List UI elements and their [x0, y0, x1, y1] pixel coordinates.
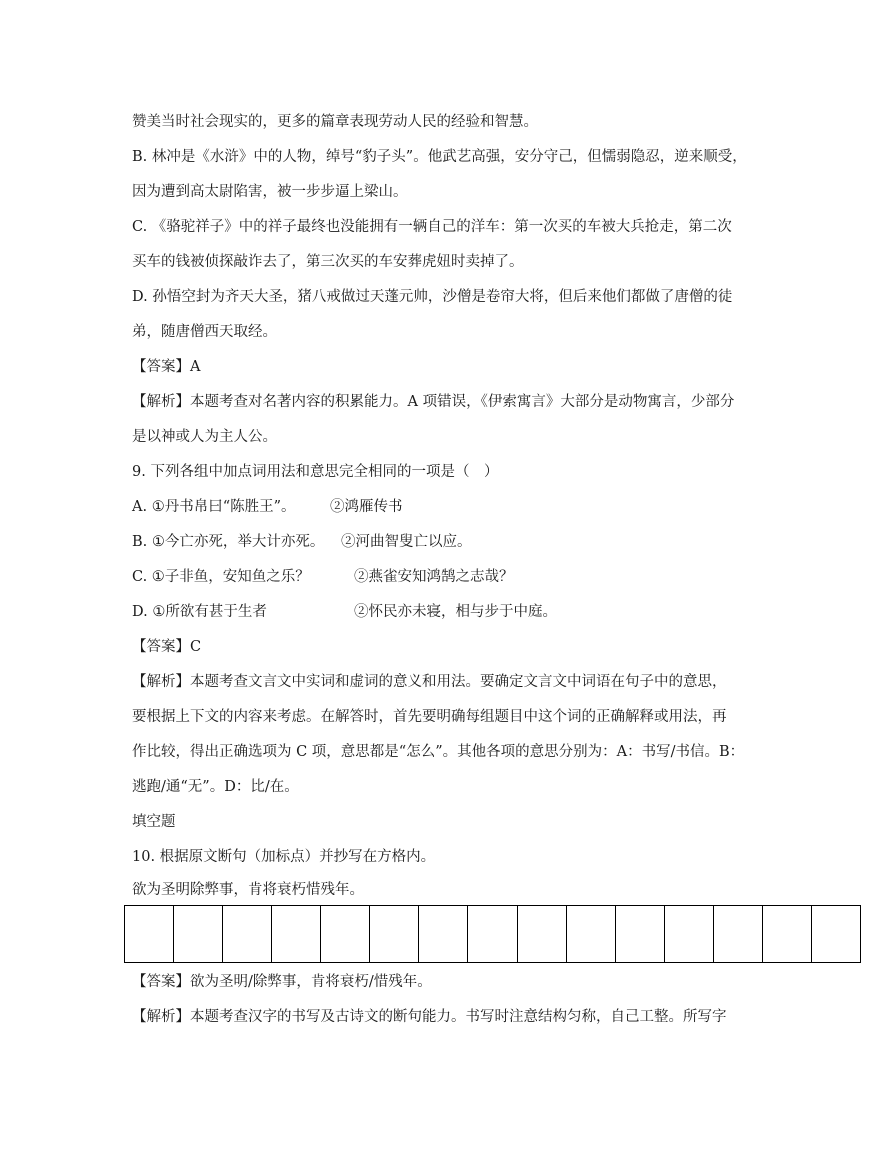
- q8-option-b-line2: 因为遭到高太尉陷害，被一步步逼上梁山。: [132, 184, 408, 200]
- q9-option-b-part2: ②河曲智叟亡以应。: [341, 534, 472, 550]
- q9-option-d: [132, 602, 772, 622]
- grid-cell: [812, 906, 860, 962]
- q9-analysis-line2: 要根据上下文的内容来考虑。在解答时，首先要明确每组题目中这个词的正确解释或用法，再: [132, 709, 727, 725]
- q9-option-a-part2: ②鸿雁传书: [330, 499, 403, 515]
- q9-option-b: [132, 532, 772, 552]
- grid-cell: [321, 906, 370, 962]
- q8-answer: 【答案】A: [132, 359, 201, 375]
- q9-answer: 【答案】C: [132, 639, 202, 655]
- q10-stem: 10. 根据原文断句（加标点）并抄写在方格内。: [132, 849, 436, 865]
- grid-cell: [419, 906, 468, 962]
- grid-cell: [665, 906, 714, 962]
- q8-option-a-continuation: 赞美当时社会现实的，更多的篇章表现劳动人民的经验和智慧。: [132, 114, 538, 130]
- grid-cell: [763, 906, 812, 962]
- grid-cell: [468, 906, 517, 962]
- grid-cell: [223, 906, 272, 962]
- answer-grid: [124, 905, 861, 963]
- grid-cell: [370, 906, 419, 962]
- q9-option-d-part1: D. ①所欲有甚于生者: [132, 604, 267, 620]
- q10-analysis-line1: 【解析】本题考查汉字的书写及古诗文的断句能力。书写时注意结构匀称，自己工整。所写字: [132, 1009, 727, 1025]
- q8-option-c-line2: 买车的钱被侦探敲诈去了，第三次买的车安葬虎妞时卖掉了。: [132, 254, 524, 270]
- q10-sentence: 欲为圣明除弊事，肯将衰朽惜残年。: [132, 882, 364, 898]
- q8-option-c-line1: C. 《骆驼祥子》中的祥子最终也没能拥有一辆自己的洋车：第一次买的车被大兵抢走，第二次: [132, 219, 732, 235]
- q9-option-c-part2: ②燕雀安知鸿鹄之志哉？: [354, 569, 514, 585]
- q9-option-c-part1: C. ①子非鱼，安知鱼之乐？: [132, 569, 310, 585]
- grid-cell: [518, 906, 567, 962]
- grid-cell: [567, 906, 616, 962]
- q8-option-b-line1: B. 林冲是《水浒》中的人物，绰号“豹子头”。他武艺高强，安分守己，但懦弱隐忍，逆来顺受，: [132, 149, 747, 165]
- grid-cell: [125, 906, 174, 962]
- grid-cell: [174, 906, 223, 962]
- q9-option-d-part2: ②怀民亦未寝，相与步于中庭。: [354, 604, 557, 620]
- q8-analysis-line1: 【解析】本题考查对名著内容的积累能力。A 项错误，《伊索寓言》大部分是动物寓言，少部分: [132, 394, 735, 410]
- q9-option-a-part1: A. ①丹书帛曰“陈胜王”。: [132, 499, 296, 515]
- q9-stem: 9. 下列各组中加点词用法和意思完全相同的一项是（ ）: [132, 464, 499, 480]
- grid-cell: [616, 906, 665, 962]
- q10-answer: 【答案】欲为圣明/除弊事，肯将衰朽/惜残年。: [132, 974, 432, 990]
- q8-option-d-line1: D. 孙悟空封为齐天大圣，猪八戒做过天蓬元帅，沙僧是卷帘大将，但后来他们都做了唐僧的徒: [132, 289, 733, 305]
- q9-analysis-line4: 逃跑/通“无”。D：比/在。: [132, 779, 299, 795]
- q9-analysis-line1: 【解析】本题考查文言文中实词和虚词的意义和用法。要确定文言文中词语在句子中的意思，: [132, 674, 727, 690]
- grid-cell: [272, 906, 321, 962]
- grid-cell: [714, 906, 763, 962]
- q9-analysis-line3: 作比较，得出正确选项为 C 项，意思都是“怎么”。其他各项的意思分别为：A：书写/书信。B：: [132, 744, 745, 760]
- q8-analysis-line2: 是以神或人为主人公。: [132, 429, 277, 445]
- q9-option-c: [132, 567, 772, 587]
- q9-option-a: [132, 497, 772, 517]
- q8-option-d-line2: 弟，随唐僧西天取经。: [132, 324, 277, 340]
- section-title: 填空题: [132, 814, 176, 830]
- q9-option-b-part1: B. ①今亡亦死，举大计亦死。: [132, 534, 325, 550]
